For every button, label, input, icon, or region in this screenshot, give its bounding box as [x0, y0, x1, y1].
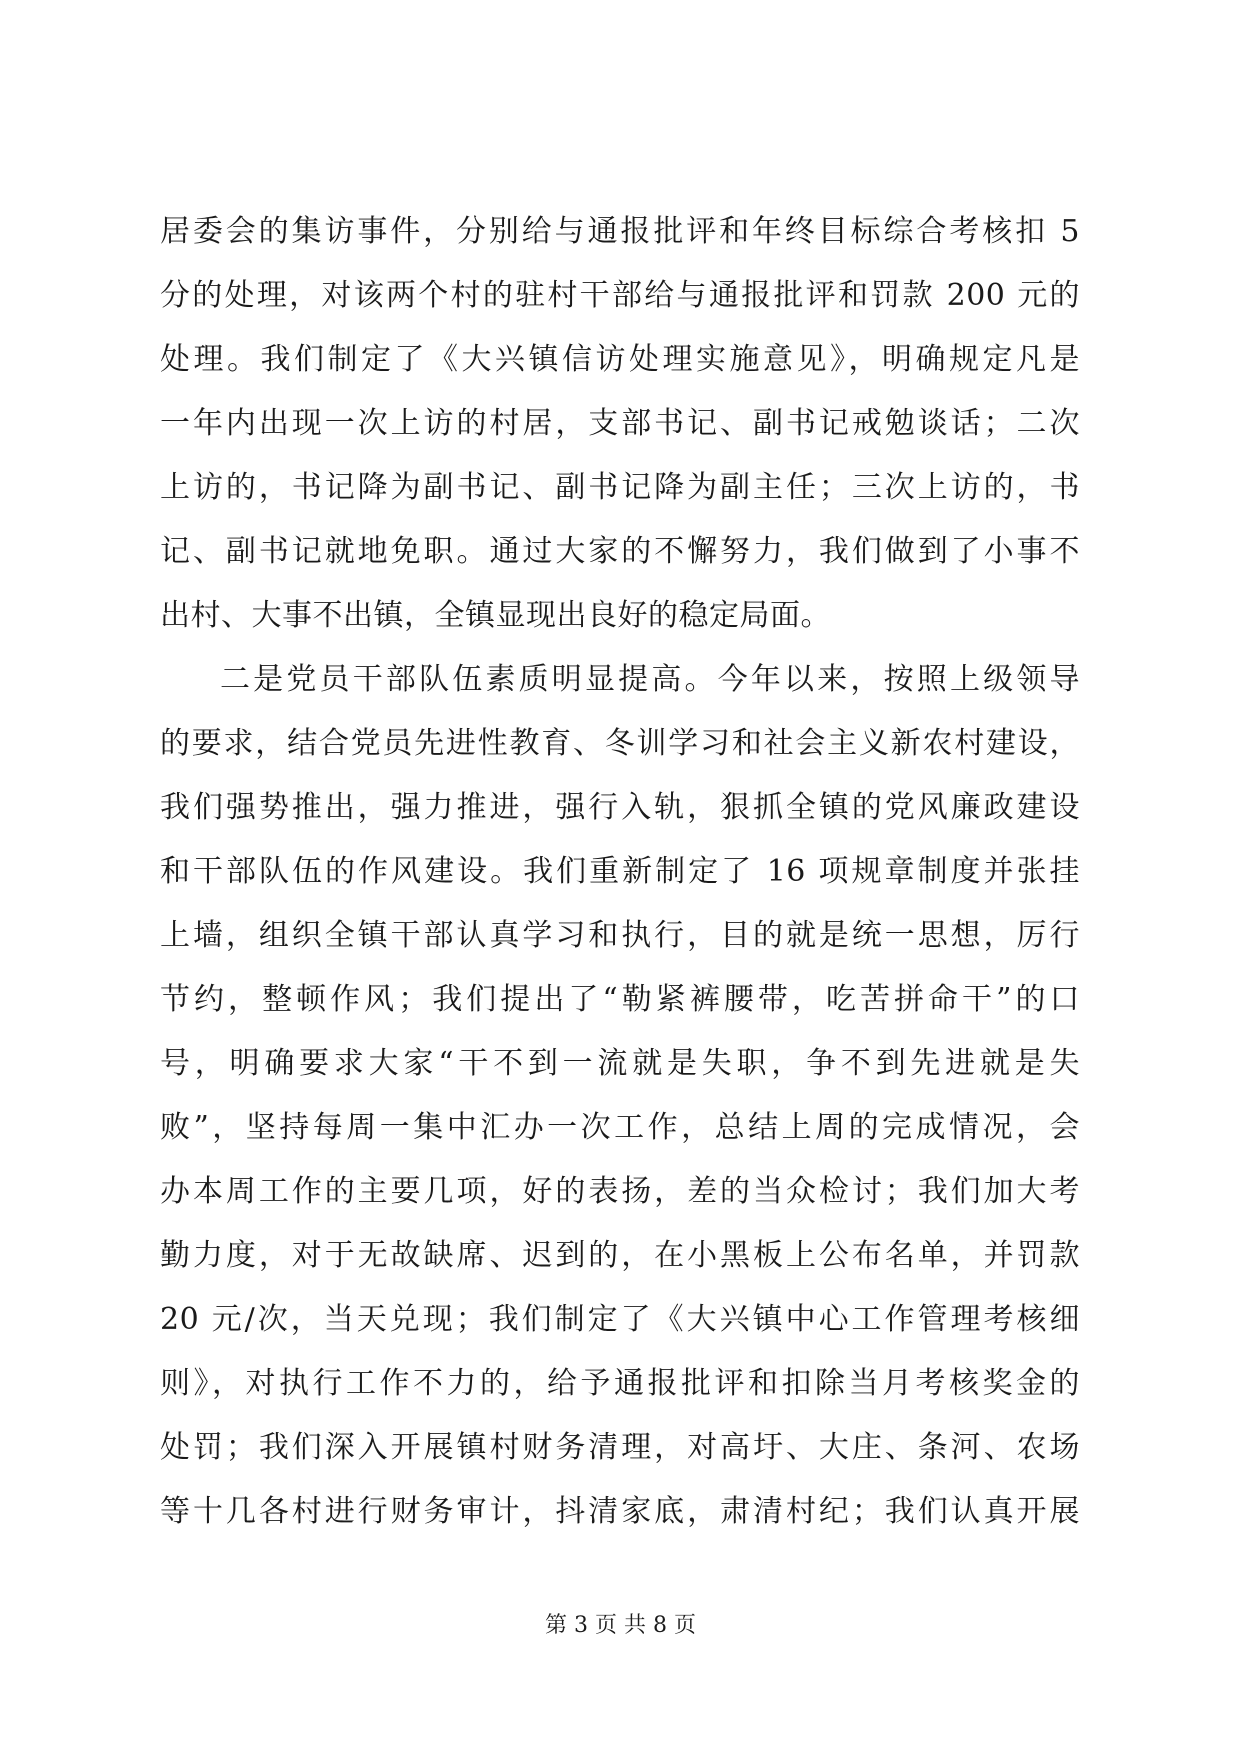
text-line: 居委会的集访事件，分别给与通报批评和年终目标综合考核扣 5 [160, 214, 1080, 249]
text-line: 处理。我们制定了《大兴镇信访处理实施意见》，明确规定凡是 [160, 342, 1080, 377]
text-line: 上墙，组织全镇干部认真学习和执行，目的就是统一思想，厉行 [160, 918, 1080, 953]
text-line: 办本周工作的主要几项，好的表扬，差的当众检讨；我们加大考 [160, 1174, 1080, 1209]
text-line: 等十几各村进行财务审计，抖清家底，肃清村纪；我们认真开展 [160, 1494, 1080, 1529]
text-line: 的要求，结合党员先进性教育、冬训学习和社会主义新农村建设， [160, 726, 1080, 761]
text-line: 勤力度，对于无故缺席、迟到的，在小黑板上公布名单，并罚款 [160, 1238, 1080, 1273]
text-line: 处罚；我们深入开展镇村财务清理，对高圩、大庄、条河、农场 [160, 1430, 1080, 1465]
text-line: 节约，整顿作风；我们提出了“勒紧裤腰带，吃苦拼命干”的口 [160, 982, 1080, 1017]
document-body [160, 200, 1080, 1544]
page-number-footer: 第 3 页 共 8 页 [545, 1613, 696, 1638]
text-line: 我们强势推出，强力推进，强行入轨，狠抓全镇的党风廉政建设 [160, 790, 1080, 825]
paragraph-1 [160, 200, 1080, 648]
text-line: 分的处理，对该两个村的驻村干部给与通报批评和罚款 200 元的 [160, 278, 1080, 313]
text-line: 败”，坚持每周一集中汇办一次工作，总结上周的完成情况，会 [160, 1110, 1080, 1145]
text-line: 20 元/次，当天兑现；我们制定了《大兴镇中心工作管理考核细 [160, 1302, 1080, 1337]
text-line: 二是党员干部队伍素质明显提高。今年以来，按照上级领导 [220, 662, 1080, 697]
text-line: 一年内出现一次上访的村居，支部书记、副书记戒勉谈话；二次 [160, 406, 1080, 441]
paragraph-2 [160, 648, 1080, 1544]
text-line: 上访的，书记降为副书记、副书记降为副主任；三次上访的，书 [160, 470, 1080, 505]
text-line: 号，明确要求大家“干不到一流就是失职，争不到先进就是失 [160, 1046, 1080, 1081]
text-line: 记、副书记就地免职。通过大家的不懈努力，我们做到了小事不 [160, 534, 1080, 569]
text-line: 则》，对执行工作不力的，给予通报批评和扣除当月考核奖金的 [160, 1366, 1080, 1401]
text-line: 和干部队伍的作风建设。我们重新制定了 16 项规章制度并张挂 [160, 854, 1080, 889]
text-line: 出村、大事不出镇，全镇显现出良好的稳定局面。 [160, 598, 831, 633]
